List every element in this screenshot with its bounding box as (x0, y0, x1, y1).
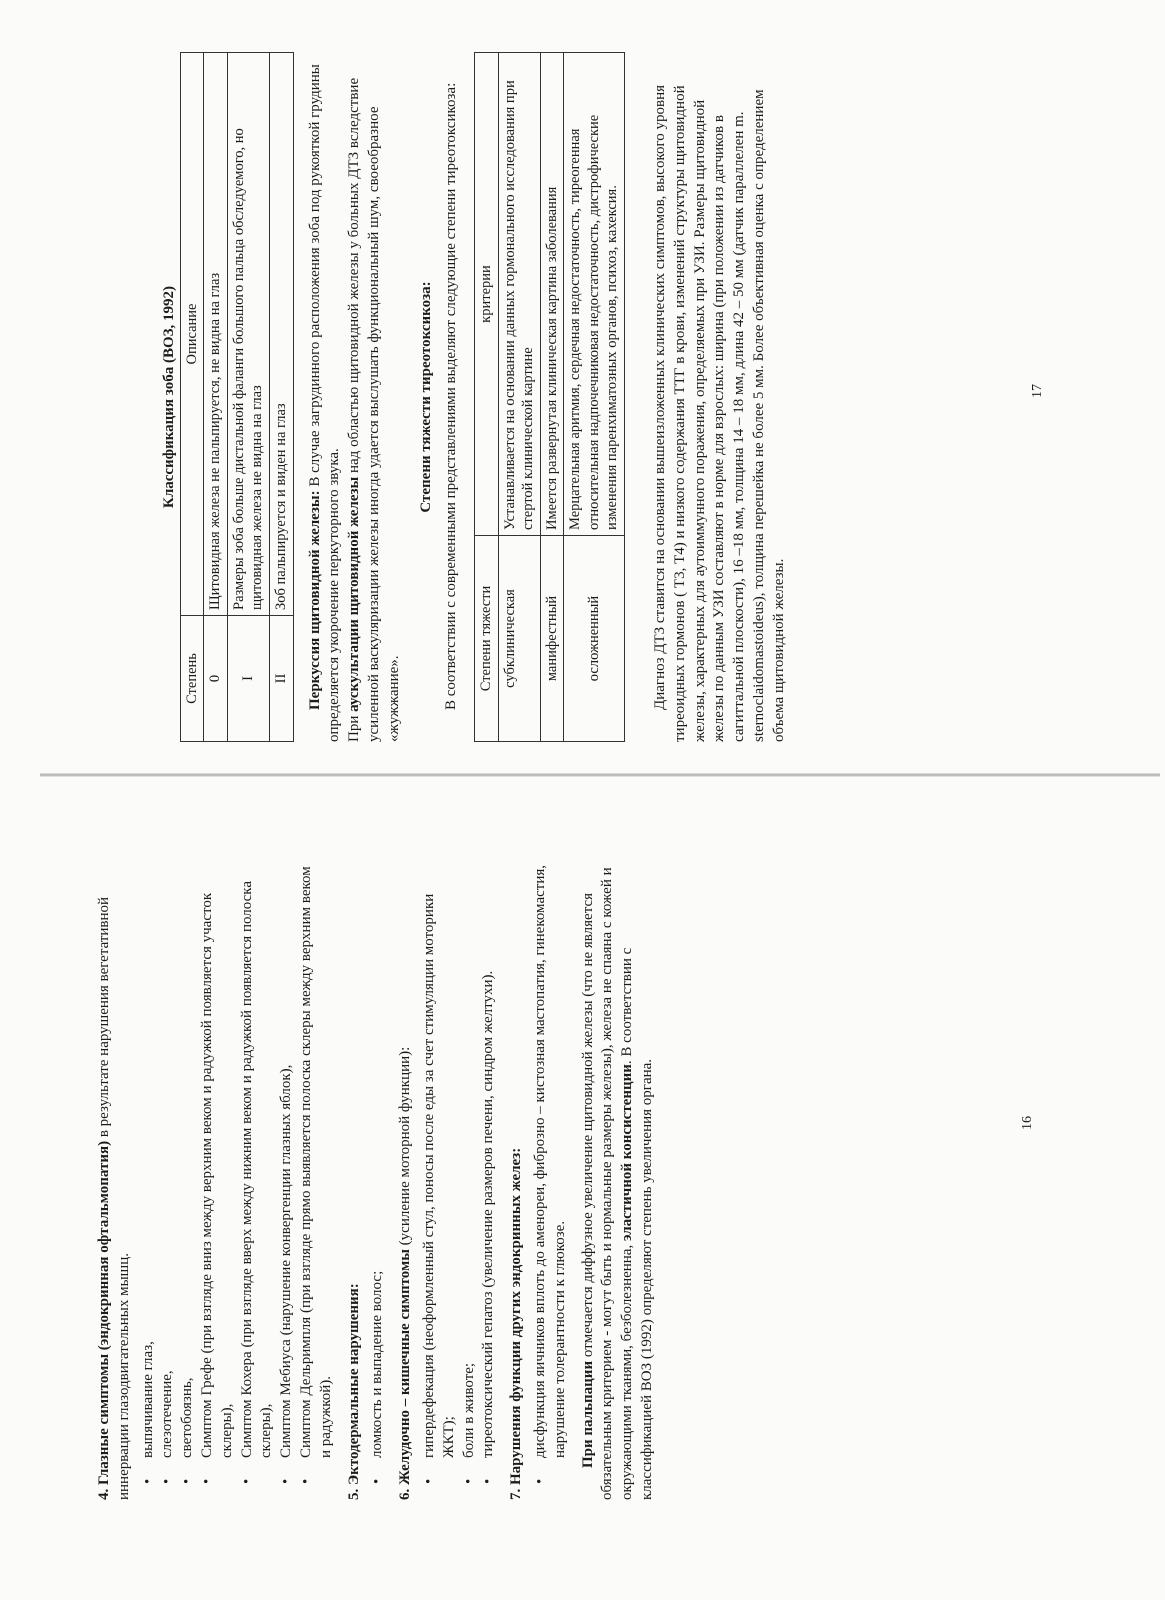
table-row (227, 53, 269, 742)
page-number-16: 16 (1020, 1116, 1035, 1130)
goiter-classification-title: Классификация зоба (ВОЗ, 1992) (161, 285, 177, 509)
table-header-row (475, 53, 499, 742)
palpation-paragraph: При пальпации отмечается диффузное увеличение щитовидной железы (что не является обязательным критерием - могут быть и нормальные размеры железы), железа не спаяна с кожей и окружающими тканями, безболезненна, эластичной консистенции. В соответствии с классификацией ВОЗ (1992) определяют степень увеличения органа. (579, 867, 655, 1500)
table-header-row (180, 53, 204, 742)
page-17 (160, 52, 880, 742)
list-item: • гипердефекация (неоформленный стул, поносы после еды за счет стимуляции моторики ЖКТ); (420, 860, 460, 1458)
percussion-paragraph: Перкуссия щитовидной железы: В случае загрудинного расположения зоба под рукояткой грудины определяется укорочение перкуторного звука. (306, 64, 343, 742)
table-cell: Устанавливается на основании данных гормонального исследования при стертой клинической картине (498, 53, 540, 536)
ectodermal-heading: 5. Эктодермальные нарушения: (345, 1283, 362, 1500)
list-item: • светобоязнь, (178, 860, 198, 1458)
table-cell: I (227, 616, 269, 742)
list-item: • Симптом Грефе (при взгляде вниз между верхним веком и радужкой появляется участок склеры), (198, 860, 238, 1458)
page-16 (95, 860, 975, 1500)
table-row (498, 53, 540, 742)
table-header: Степени тяжести (475, 536, 499, 742)
severity-title: Степени тяжести тиреотоксикоза: (417, 281, 434, 513)
list-item: • Симптом Мебиуса (нарушение конвергенции глазных яблок), (277, 860, 297, 1458)
table-row (204, 53, 228, 742)
table-row (540, 53, 564, 742)
table-cell: 0 (204, 616, 228, 742)
list-item: • боли в животе; (460, 860, 480, 1458)
table-cell: II (269, 616, 293, 742)
table-cell: Имеется развернутая клиническая картина заболевания (540, 53, 564, 536)
gi-symptoms-list (420, 860, 499, 1500)
eye-symptoms-heading: 4. Глазные симптомы (эндокринная офтальмопатия) в результате нарушения вегетативной иннервации глазодвигательных мышц. (96, 896, 132, 1500)
endocrine-heading: 7. Нарушения функции других эндокринных желез: (508, 1147, 525, 1500)
table-cell: Размеры зоба больше дистальной фаланги большого пальца обследуемого, но щитовидная железа не видна на глаз (227, 53, 269, 616)
table-cell: осложненный (564, 536, 625, 742)
eye-symptoms-list (139, 860, 337, 1500)
table-cell: Щитовидная железа не пальпируется, не видна на глаз (204, 53, 228, 616)
ectodermal-list (368, 860, 388, 1500)
auscultation-paragraph: При аускультации щитовидной железы над областью щитовидной железы у больных ДТЗ вследствие усиленной васкуляризации железы иногда удается выслушать функциональный шум, своеобразное «жужжание». (346, 77, 402, 742)
gi-symptoms-heading: 6. Желудочно – кишечные симптомы (усиление моторной функции): (397, 1046, 414, 1500)
table-cell: манифестный (540, 536, 564, 742)
list-item: • тиреотоксический гепатоз (увеличение размеров печени, синдром желтухи). (479, 860, 499, 1458)
list-item: • Симптом Дельримпля (при взгляде прямо выявляется полоска склеры между верхним веком и радужкой). (297, 860, 337, 1458)
goiter-classification-table (180, 52, 294, 742)
severity-table (474, 52, 625, 742)
list-item: • выпячивание глаз, (139, 860, 159, 1458)
list-item: • слезотечение, (158, 860, 178, 1458)
endocrine-list (531, 860, 571, 1500)
diagnosis-paragraph: Диагноз ДТЗ ставится на основании вышеизложенных клинических симптомов, высокого уровня тиреоидных гормонов ( Т3, Т4) и низкого содержания ТТГ в крови, изменений структуры щитовидной железы, характерных для аутоиммунного поражения, определяемых при УЗИ. Размеры щитовидной железы по данным УЗИ составляют в норме для взрослых: ширина (при положении из датчиков в сагиттальной плоскости), 16 –18 мм, толщина 14 – 18 мм, длина 42 – 50 мм (датчик параллелен m. sternoclaidomastoideus), толщина перешейка не более 5 мм. Более объективная оценка с определением объема щитовидной железы. (651, 84, 787, 742)
list-item: • ломкость и выпадение волос; (368, 860, 388, 1458)
list-item: • дисфункция яичников вплоть до аменореи, фиброзно – кистозная мастопатия, гинекомастия, нарушение толерантности к глюкозе. (531, 860, 571, 1458)
list-item: • Симптом Кохера (при взгляде вверх между нижним веком и радужкой появляется полоска склеры), (238, 860, 278, 1458)
book-fold (0, 770, 1165, 780)
severity-intro: В соответствии с современными представлениями выделяют следующие степени тиреотоксикоза: (443, 82, 460, 710)
table-cell: субклиническая (498, 536, 540, 742)
page-number-17: 17 (1030, 384, 1045, 398)
table-header: Степень (180, 616, 204, 742)
table-cell: Мерцательная аритмия, сердечная недостаточность, тиреогенная относительная надпочечниковая недостаточность, дистрофические изменения паренхиматозных органов, психоз, кахексия. (564, 53, 625, 536)
table-row (269, 53, 293, 742)
table-cell: Зоб пальпируется и виден на глаз (269, 53, 293, 616)
table-header: критерии (475, 53, 499, 536)
table-row (564, 53, 625, 742)
table-header: Описание (180, 53, 204, 616)
